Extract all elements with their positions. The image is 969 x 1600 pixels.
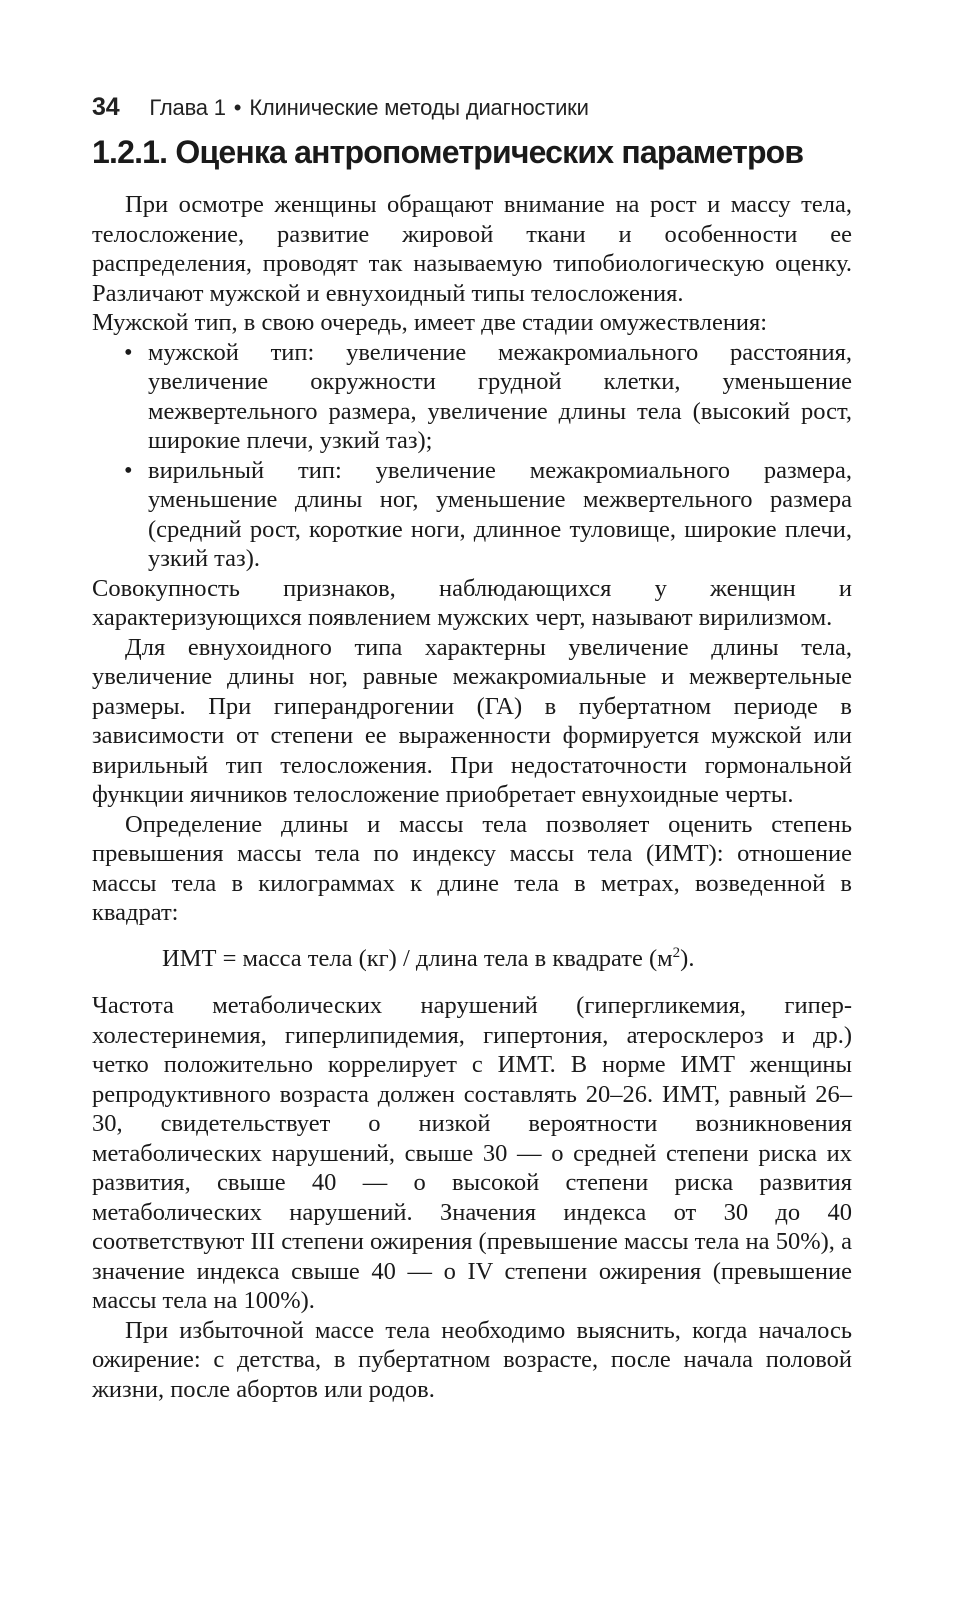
formula-main: ИМТ = масса тела (кг) / длина тела в квадрате (м [162, 944, 673, 972]
paragraph-male-type: Мужской тип, в свою очередь, имеет две стадии омужествления: [92, 309, 768, 336]
paragraph-virilism: Совокупность признаков, наблюдающихся у женщин и характеризующихся появлением мужских черт, называют вирилизмом. [92, 574, 852, 631]
section-title: 1.2.1. Оценка антропометрических параметров [92, 134, 804, 170]
bullet-icon: • [124, 456, 133, 484]
formula-superscript: 2 [672, 944, 681, 961]
list-item [124, 338, 852, 456]
list-item-text: мужской тип: увеличение межакромиального расстояния, увеличение окружности грудной клетки, уменьшение межвертельного размера, увеличение длины тела (высокий рост, широкие плечи, узкий таз); [148, 338, 852, 454]
running-head [92, 92, 852, 122]
header-bullet-icon: • [233, 95, 242, 120]
paragraph-bmi-definition: Определение длины и массы тела позволяет оценить степень превышения массы тела по индексу массы тела (ИМТ): отношение массы тела в килограммах к длине тела в метрах, возведенной в квадрат: [92, 810, 852, 926]
list-item [124, 456, 852, 574]
chapter-label: Глава 1 [149, 95, 226, 120]
bullet-list [92, 338, 852, 574]
paragraph-intro: При осмотре женщины обращают внимание на рост и массу тела, телосложение, развитие жировой ткани и особенности ее распределения, проводят так называемую типобиологическую оценку. Различают мужской и евнухоидный типы телосложения. [92, 191, 852, 307]
paragraph-metabolic: Частота метаболических нарушений (гипергликемия, гиперхолестеринемия, гиперлипидемия, гипертония, атеросклероз и др.) четко положительно коррелирует с ИМТ. В норме ИМТ женщины репродуктивного возраста должен составлять 20–26. ИМТ, равный 26–30, свидетельствует о низкой вероятности возникновения метаболических нарушений, свыше 30 — о средней степени риска их развития, свыше 40 — о высокой степени риска развития метаболических нарушений. Значения индекса от 30 до 40 соответствуют III степени ожирения (превышение массы тела на 50%), а значение индекса свыше 40 — о IV степени ожирения (превышение массы тела на 100%). [92, 992, 852, 1314]
bmi-formula [92, 944, 852, 974]
body-text [92, 190, 852, 1404]
chapter-title: Клинические методы диагностики [249, 95, 589, 120]
page-number: 34 [92, 93, 120, 121]
book-page [92, 92, 852, 1404]
paragraph-eunuchoid: Для евнухоидного типа характерны увеличение длины тела, увеличение длины ног, равные межакромиальные и межвертельные размеры. При гиперандрогении (ГА) в пубертатном периоде в зависимости от степени ее выраженности формируется мужской или вирильный тип телосложения. При недостаточности гормональной функции яичников телосложение приобретает евнухоидные черты. [92, 633, 852, 808]
formula-end: ). [680, 944, 695, 972]
list-item-text: вирильный тип: увеличение межакромиального размера, уменьшение длины ног, уменьшение межвертельного размера (средний рост, короткие ноги, длинное туловище, широкие плечи, узкий таз). [148, 456, 852, 572]
bullet-icon: • [124, 338, 133, 366]
paragraph-obesity-onset: При избыточной массе тела необходимо выяснить, когда началось ожирение: с детства, в пубертатном возрасте, после начала половой жизни, после абортов или родов. [92, 1316, 852, 1403]
